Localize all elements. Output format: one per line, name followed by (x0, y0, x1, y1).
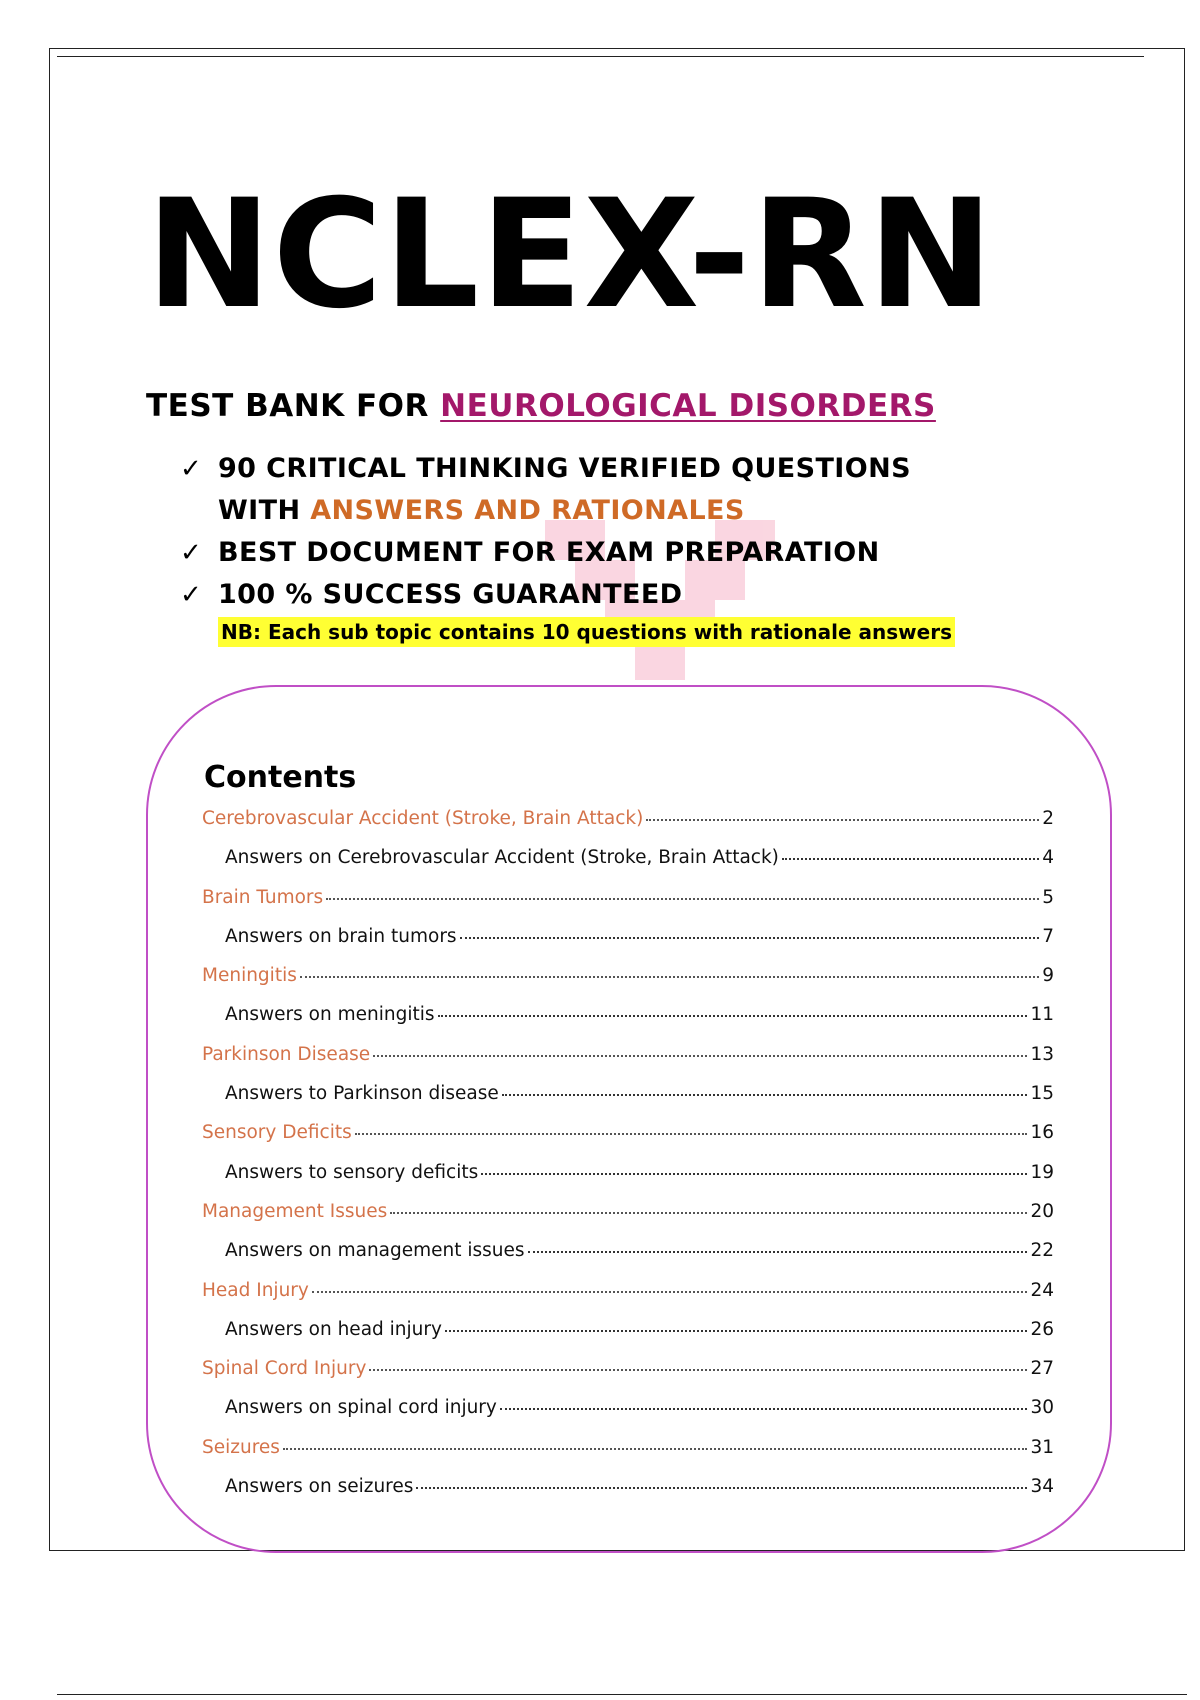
dot-leader (369, 1369, 1027, 1371)
toc-entry[interactable] (202, 1280, 1054, 1319)
toc-entry[interactable] (202, 1044, 1054, 1083)
toc-entry-page: 27 (1030, 1358, 1054, 1380)
dot-leader (438, 1015, 1028, 1017)
toc-entry-page: 2 (1042, 808, 1054, 829)
footer-rule (57, 1694, 1187, 1695)
toc-entry-label: Management Issues (202, 1200, 388, 1222)
toc-entry[interactable] (202, 1319, 1054, 1358)
toc-entry[interactable] (202, 1358, 1054, 1397)
dot-leader (312, 1291, 1028, 1293)
toc-entry-label: Seizures (202, 1436, 280, 1458)
toc-entry[interactable] (202, 1162, 1054, 1201)
dot-leader (481, 1173, 1027, 1175)
subtitle-prefix: TEST BANK FOR (146, 388, 441, 424)
check-icon: ✓ (180, 580, 203, 610)
toc-entry-page: 15 (1030, 1083, 1054, 1105)
toc-entry-label: Cerebrovascular Accident (Stroke, Brain Attack) (202, 808, 644, 829)
toc-entry[interactable] (202, 1476, 1054, 1515)
dot-leader (646, 819, 1039, 821)
toc-entry-page: 30 (1030, 1397, 1054, 1419)
toc-entry[interactable] (202, 887, 1054, 926)
toc-entry-label: Head Injury (202, 1279, 309, 1301)
toc-entry-label: Answers on meningitis (225, 1004, 435, 1026)
toc-entry[interactable] (202, 1201, 1054, 1240)
toc-entry-page: 26 (1030, 1318, 1054, 1340)
toc-entry[interactable] (202, 1122, 1054, 1161)
bullet-text: 90 CRITICAL THINKING VERIFIED QUESTIONS (218, 453, 911, 484)
toc-entry-page: 11 (1030, 1004, 1054, 1026)
header-rule (57, 56, 1144, 57)
dot-leader (300, 976, 1039, 978)
toc-entry-page: 5 (1042, 886, 1054, 908)
dot-leader (390, 1212, 1027, 1214)
toc-entry-page: 13 (1030, 1043, 1054, 1065)
bullet-text: BEST DOCUMENT FOR EXAM PREPARATION (218, 537, 880, 568)
toc-entry-label: Answers to Parkinson disease (225, 1083, 499, 1105)
toc-entry-label: Brain Tumors (202, 886, 324, 908)
toc-entry[interactable] (202, 965, 1054, 1004)
toc-entry[interactable] (202, 1397, 1054, 1436)
dot-leader (502, 1094, 1028, 1096)
bullet-text (218, 490, 745, 532)
dot-leader (782, 858, 1039, 860)
toc-entry-label: Spinal Cord Injury (202, 1358, 367, 1380)
dot-leader (528, 1251, 1028, 1253)
toc-entry-label: Parkinson Disease (202, 1043, 371, 1065)
toc-entry[interactable] (202, 1004, 1054, 1043)
dot-leader (460, 937, 1040, 939)
toc-entry[interactable] (202, 926, 1054, 965)
dot-leader (416, 1487, 1027, 1489)
toc-entry-label: Meningitis (202, 965, 297, 987)
toc-entry[interactable] (202, 847, 1054, 886)
toc-entry-page: 9 (1042, 965, 1054, 987)
toc-entry-label: Answers on head injury (225, 1318, 442, 1340)
check-icon: ✓ (180, 538, 203, 568)
dot-leader (500, 1408, 1028, 1410)
bullet-text: 100 % SUCCESS GUARANTEED (218, 579, 683, 610)
toc-entry-page: 22 (1030, 1240, 1054, 1262)
toc-entry[interactable] (202, 1240, 1054, 1279)
toc-entry-page: 31 (1030, 1436, 1054, 1458)
toc-entry[interactable] (202, 1083, 1054, 1122)
highlighted-note: NB: Each sub topic contains 10 questions with rationale answers (218, 617, 955, 647)
table-of-contents (202, 808, 1054, 1515)
toc-entry-label: Answers on brain tumors (225, 925, 457, 947)
contents-heading: Contents (204, 760, 357, 795)
subtitle-topic: NEUROLOGICAL DISORDERS (440, 388, 936, 424)
toc-entry-page: 24 (1030, 1279, 1054, 1301)
dot-leader (373, 1055, 1027, 1057)
toc-entry-label: Sensory Deficits (202, 1122, 352, 1144)
toc-entry-page: 4 (1042, 847, 1054, 869)
toc-entry-label: Answers on management issues (225, 1240, 525, 1262)
dot-leader (326, 898, 1039, 900)
bullet-text-highlight: ANSWERS AND RATIONALES (310, 495, 745, 526)
toc-entry-page: 34 (1030, 1476, 1054, 1498)
document-subtitle (146, 388, 936, 424)
toc-entry-page: 20 (1030, 1200, 1054, 1222)
toc-entry-label: Answers on Cerebrovascular Accident (Stroke, Brain Attack) (225, 847, 779, 869)
check-icon: ✓ (180, 454, 203, 484)
bullet-text-prefix: WITH (218, 495, 311, 526)
toc-entry-page: 16 (1030, 1122, 1054, 1144)
dot-leader (355, 1133, 1028, 1135)
toc-entry[interactable] (202, 808, 1054, 847)
document-title: NCLEX-RN (146, 168, 995, 342)
toc-entry-page: 19 (1030, 1161, 1054, 1183)
toc-entry-label: Answers to sensory deficits (225, 1161, 479, 1183)
dot-leader (445, 1330, 1028, 1332)
toc-entry-label: Answers on seizures (225, 1476, 414, 1498)
toc-entry-page: 7 (1042, 925, 1054, 947)
toc-entry[interactable] (202, 1437, 1054, 1476)
toc-entry-label: Answers on spinal cord injury (225, 1397, 497, 1419)
dot-leader (283, 1448, 1028, 1450)
